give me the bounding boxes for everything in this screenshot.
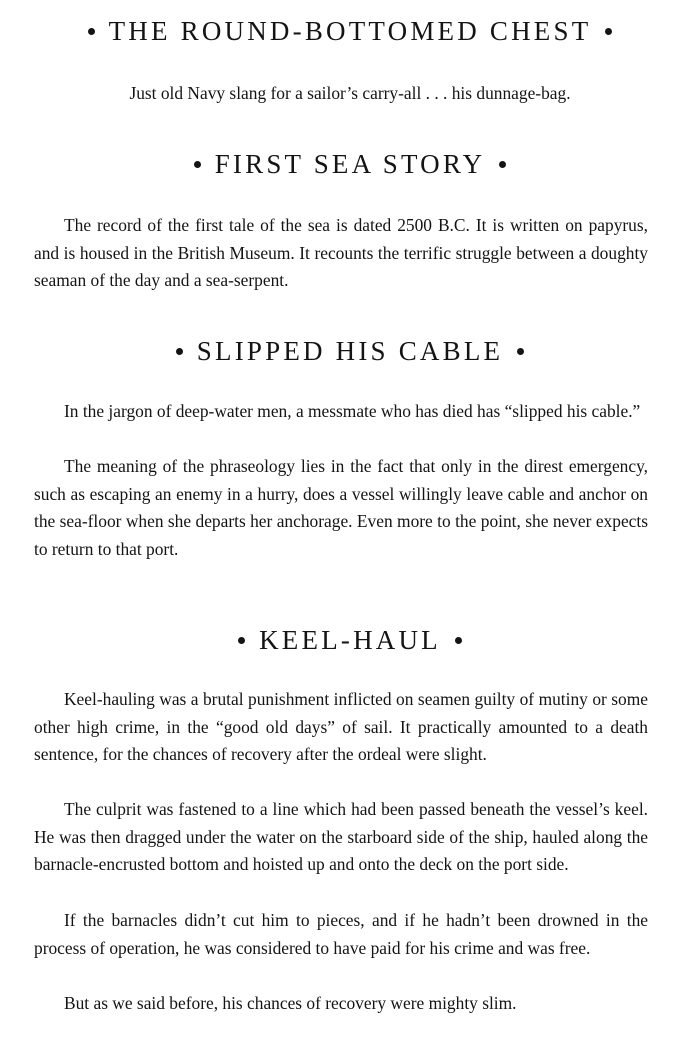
bullet-dot-icon: [88, 28, 95, 35]
section-heading-slipped-his-cable: SLIPPED HIS CABLE: [0, 335, 700, 367]
paragraph: But as we said before, his chances of recovery were mighty slim.: [64, 993, 517, 1013]
bullet-dot-icon: [517, 348, 524, 355]
paragraph: The culprit was fastened to a line which had been passed beneath the vessel’s keel. He was then dragged under the water on the starboard side of the ship, hauled along the barnacle-encrusted bottom and hoisted up and onto the deck on the port side.: [34, 799, 648, 874]
bullet-dot-icon: [176, 348, 183, 355]
paragraph: If the barnacles didn’t cut him to pieces, and if he hadn’t been drowned in the process of operation, he was considered to have paid for his crime and was free.: [34, 910, 648, 958]
paragraph: In the jargon of deep-water men, a messmate who has died has “slipped his cable.”: [64, 401, 641, 421]
paragraph: The record of the first tale of the sea is dated 2500 B.C. It is written on papyrus, and is housed in the British Museum. It recounts the terrific struggle between a doughty seaman of the day and a sea-serpent.: [34, 215, 648, 290]
section-heading-keel-haul: KEEL-HAUL: [0, 624, 700, 656]
bullet-dot-icon: [238, 637, 245, 644]
paragraph: Keel-hauling was a brutal punishment inflicted on seamen guilty of mutiny or some other high crime, in the “good old days” of sail. It practically amounted to a death sentence, for the chances of recovery after the ordeal were slight.: [34, 689, 648, 764]
bullet-dot-icon: [499, 161, 506, 168]
bullet-dot-icon: [605, 28, 612, 35]
section-heading-first-sea-story: FIRST SEA STORY: [0, 148, 700, 180]
bullet-dot-icon: [455, 637, 462, 644]
section-heading-round-bottomed-chest: THE ROUND-BOTTOMED CHEST: [0, 15, 700, 47]
bullet-dot-icon: [194, 161, 201, 168]
paragraph: The meaning of the phraseology lies in the fact that only in the direst emergency, such as escaping an enemy in a hurry, does a vessel willingly leave cable and anchor on the sea-floor when she departs her anchorage. Even more to the point, she never expects to return to that port.: [34, 456, 648, 559]
paragraph: Just old Navy slang for a sailor’s carry-all . . . his dunnage-bag.: [129, 83, 571, 103]
